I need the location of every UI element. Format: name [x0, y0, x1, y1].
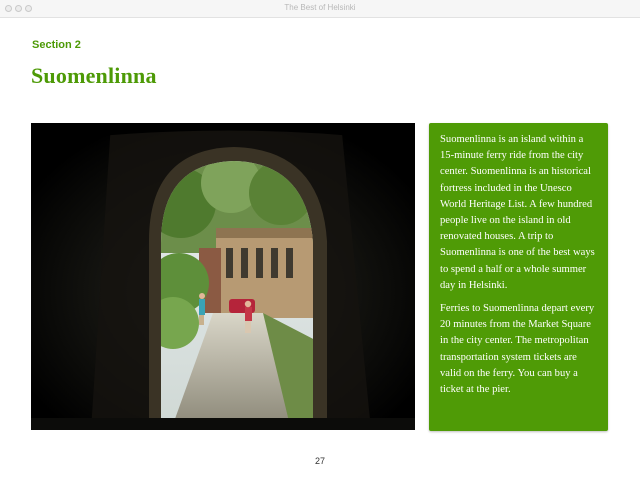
description-box	[429, 123, 608, 431]
description-paragraph-1: Suomenlinna is an island within a 15-minute ferry ride from the city center. Suomenlinna is an historical fortress included in the Unesco World Heritage List. A few hundred people live on the island in old renovated houses. A trip to Suomenlinna is one of the best ways to spend a half or a whole summer day in Helsinki.	[440, 134, 595, 291]
window-title: The Best of Helsinki	[284, 3, 356, 12]
page-number: 27	[314, 456, 325, 466]
archway-photo	[31, 123, 415, 430]
window-titlebar	[0, 0, 640, 18]
page-title: Suomenlinna	[31, 63, 157, 88]
section-label: Section 2	[32, 39, 81, 51]
archway-photo-illustration	[31, 123, 415, 430]
description-paragraph-2: Ferries to Suomenlinna depart every 20 minutes from the Market Square in the city center. The metropolitan transportation system tickets are valid on the ferry. You can buy a ticket at the pier.	[440, 303, 595, 396]
